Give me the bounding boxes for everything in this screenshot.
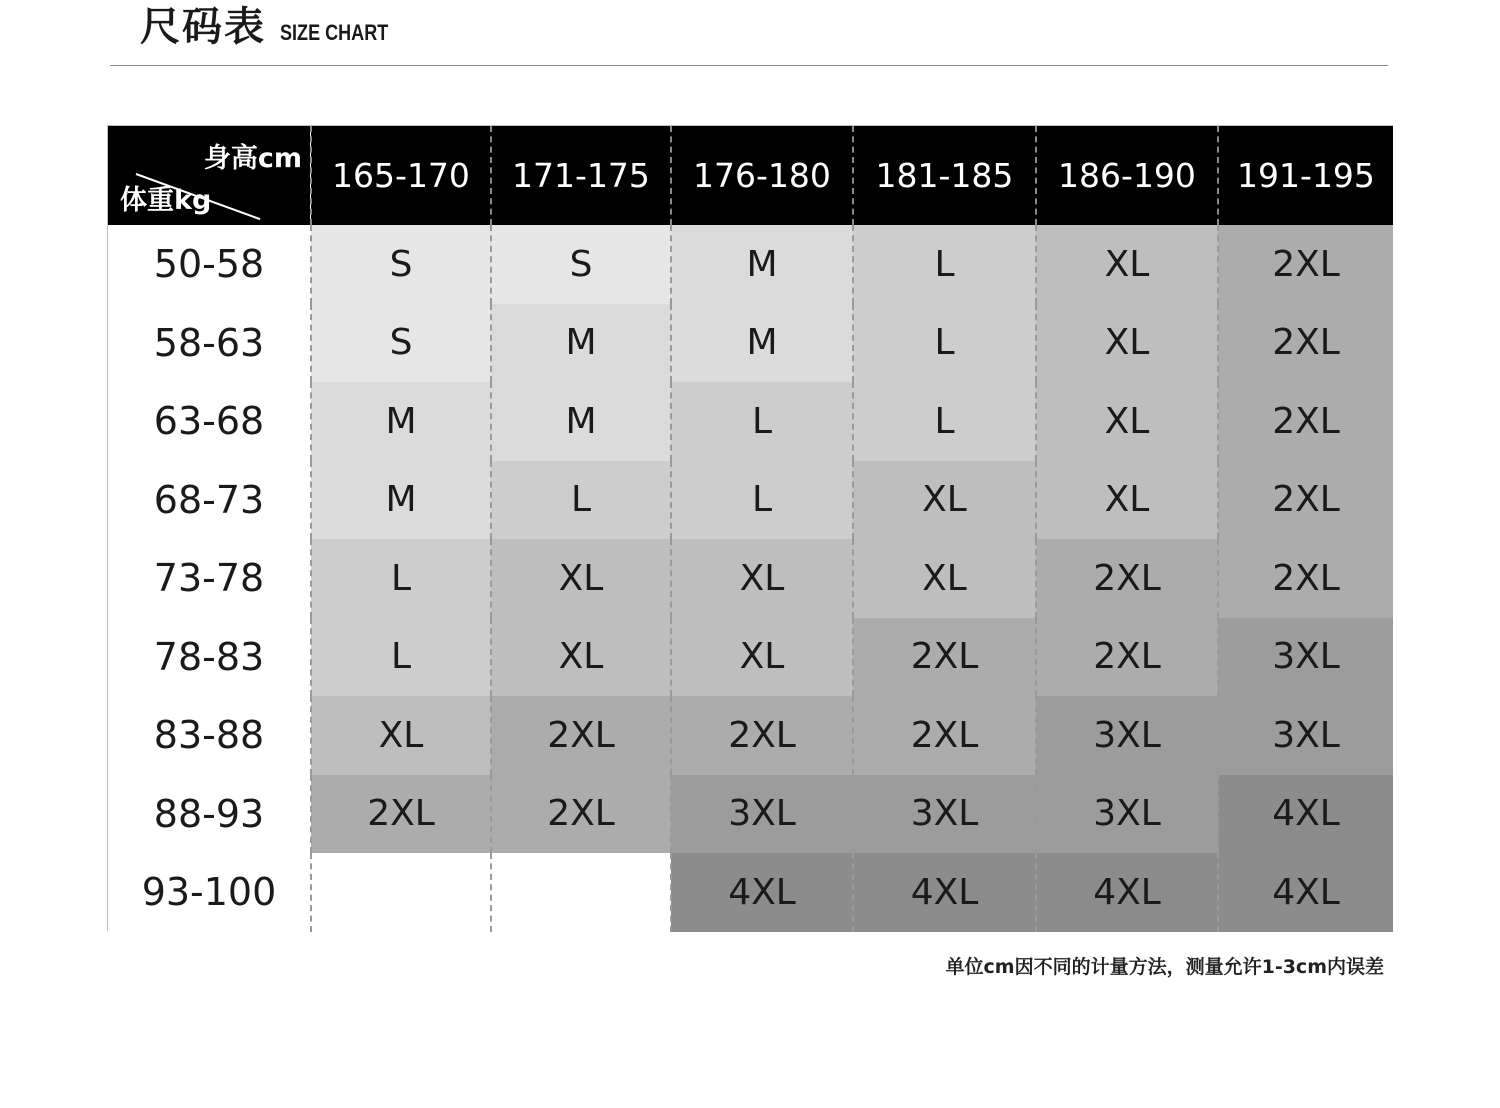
size-cell: XL bbox=[853, 461, 1036, 540]
size-cell: XL bbox=[1036, 225, 1218, 304]
size-cell: XL bbox=[1036, 461, 1218, 540]
size-cell: M bbox=[671, 304, 853, 383]
size-cell: 2XL bbox=[311, 775, 491, 854]
size-cell: 4XL bbox=[853, 853, 1036, 932]
size-cell: 3XL bbox=[853, 775, 1036, 854]
size-cell: 3XL bbox=[1218, 696, 1393, 775]
height-column-header: 181-185 bbox=[853, 126, 1036, 225]
size-cell: S bbox=[311, 225, 491, 304]
table-row bbox=[108, 853, 1393, 932]
size-chart-table bbox=[108, 126, 1393, 932]
size-cell: XL bbox=[671, 618, 853, 697]
size-cell bbox=[311, 853, 491, 932]
size-cell: 2XL bbox=[1218, 225, 1393, 304]
size-cell: L bbox=[311, 539, 491, 618]
size-cell: 2XL bbox=[1036, 539, 1218, 618]
height-column-header: 176-180 bbox=[671, 126, 853, 225]
size-cell: 4XL bbox=[1218, 853, 1393, 932]
size-cell: L bbox=[671, 382, 853, 461]
table-row bbox=[108, 304, 1393, 383]
size-cell: L bbox=[671, 461, 853, 540]
size-cell: 2XL bbox=[1218, 304, 1393, 383]
height-column-header: 171-175 bbox=[491, 126, 671, 225]
chart-header bbox=[140, 0, 412, 50]
size-cell: L bbox=[311, 618, 491, 697]
size-cell: 3XL bbox=[671, 775, 853, 854]
size-cell: S bbox=[311, 304, 491, 383]
size-cell bbox=[491, 853, 671, 932]
size-cell: 2XL bbox=[853, 618, 1036, 697]
table-row bbox=[108, 775, 1393, 854]
table-row bbox=[108, 539, 1393, 618]
size-cell: M bbox=[671, 225, 853, 304]
title-english: SIZE CHART bbox=[280, 20, 389, 45]
size-cell: L bbox=[853, 225, 1036, 304]
size-table-body bbox=[108, 225, 1393, 932]
size-cell: M bbox=[491, 304, 671, 383]
size-cell: 2XL bbox=[671, 696, 853, 775]
size-cell: XL bbox=[491, 618, 671, 697]
size-cell: 2XL bbox=[1218, 539, 1393, 618]
size-cell: 2XL bbox=[853, 696, 1036, 775]
weight-range-cell: 73-78 bbox=[108, 539, 311, 618]
size-cell: 4XL bbox=[1036, 853, 1218, 932]
size-chart-table-container bbox=[107, 125, 1393, 931]
weight-range-cell: 88-93 bbox=[108, 775, 311, 854]
size-cell: 2XL bbox=[1218, 461, 1393, 540]
size-cell: XL bbox=[1036, 304, 1218, 383]
size-cell: L bbox=[853, 304, 1036, 383]
header-divider bbox=[110, 65, 1388, 66]
measurement-footnote: 单位cm因不同的计量方法，测量允许1-3cm内误差 bbox=[945, 956, 1384, 978]
weight-range-cell: 50-58 bbox=[108, 225, 311, 304]
weight-range-cell: 93-100 bbox=[108, 853, 311, 932]
size-cell: M bbox=[311, 461, 491, 540]
height-column-header: 186-190 bbox=[1036, 126, 1218, 225]
size-cell: L bbox=[853, 382, 1036, 461]
size-cell: XL bbox=[671, 539, 853, 618]
table-row bbox=[108, 225, 1393, 304]
table-row bbox=[108, 382, 1393, 461]
size-cell: 3XL bbox=[1036, 696, 1218, 775]
weight-range-cell: 63-68 bbox=[108, 382, 311, 461]
table-row bbox=[108, 618, 1393, 697]
size-cell: M bbox=[491, 382, 671, 461]
weight-range-cell: 83-88 bbox=[108, 696, 311, 775]
size-cell: 2XL bbox=[491, 775, 671, 854]
size-cell: 3XL bbox=[1036, 775, 1218, 854]
size-cell: 4XL bbox=[1218, 775, 1393, 854]
header-row bbox=[108, 126, 1393, 225]
size-cell: XL bbox=[1036, 382, 1218, 461]
title-chinese: 尺码表 bbox=[140, 4, 266, 50]
size-cell: S bbox=[491, 225, 671, 304]
size-cell: XL bbox=[853, 539, 1036, 618]
size-cell: XL bbox=[491, 539, 671, 618]
size-cell: XL bbox=[311, 696, 491, 775]
table-row bbox=[108, 696, 1393, 775]
height-column-header: 165-170 bbox=[311, 126, 491, 225]
size-cell: 2XL bbox=[1036, 618, 1218, 697]
size-cell: L bbox=[491, 461, 671, 540]
size-cell: M bbox=[311, 382, 491, 461]
size-cell: 3XL bbox=[1218, 618, 1393, 697]
height-axis-label: 身高cm bbox=[203, 143, 302, 174]
weight-axis-label: 体重kg bbox=[120, 185, 212, 216]
table-row bbox=[108, 461, 1393, 540]
weight-range-cell: 58-63 bbox=[108, 304, 311, 383]
size-cell: 2XL bbox=[1218, 382, 1393, 461]
weight-range-cell: 68-73 bbox=[108, 461, 311, 540]
height-column-header: 191-195 bbox=[1218, 126, 1393, 225]
size-cell: 2XL bbox=[491, 696, 671, 775]
size-cell: 4XL bbox=[671, 853, 853, 932]
corner-cell bbox=[108, 126, 311, 225]
weight-range-cell: 78-83 bbox=[108, 618, 311, 697]
